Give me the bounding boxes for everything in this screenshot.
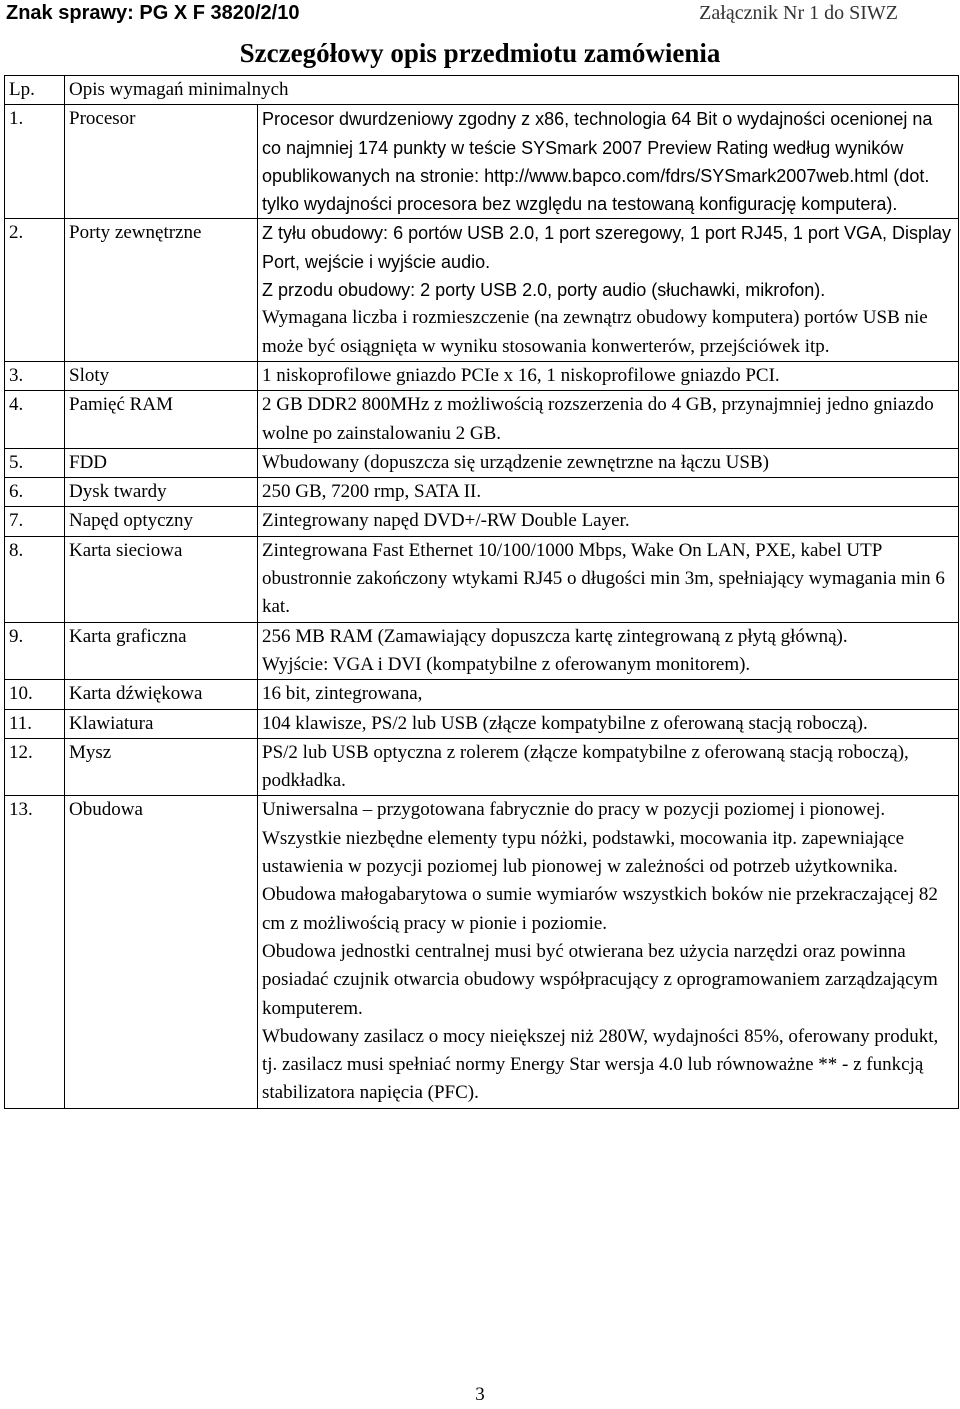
table-row: [5, 105, 959, 219]
row-number: 3.: [5, 361, 65, 390]
table-row: [5, 536, 959, 622]
row-number: 11.: [5, 709, 65, 738]
requirement-paragraph: Obudowa jednostki centralnej musi być otwierana bez użycia narzędzi oraz powinna posiadać czujnik otwarcia obudowy współpracujący z oprogramowaniem zarządzającym komputerem.: [262, 940, 938, 1019]
requirement-paragraph: Wszystkie niezbędne elementy typu nóżki, podstawki, mocowania itp. zapewniające ustawienia w pozycji poziomej lub pionowej w zależności od potrzeb użytkownika.: [262, 827, 905, 878]
requirement-description: [258, 507, 959, 536]
requirement-description: [258, 622, 959, 680]
requirement-paragraph: Zintegrowany napęd DVD+/-RW Double Layer.: [262, 510, 630, 532]
row-number: 5.: [5, 448, 65, 477]
component-name: Dysk twardy: [65, 478, 258, 507]
requirement-paragraph: PS/2 lub USB optyczna z rolerem (złącze kompatybilne z oferowaną stacją roboczą), podkładka.: [262, 741, 909, 792]
requirement-description: [258, 448, 959, 477]
row-number: 7.: [5, 507, 65, 536]
requirement-paragraph: 256 MB RAM (Zamawiający dopuszcza kartę zintegrowaną z płytą główną).: [262, 625, 848, 647]
requirement-description: [258, 361, 959, 390]
requirement-paragraph: Z tyłu obudowy: 6 portów USB 2.0, 1 port szeregowy, 1 port RJ45, 1 port VGA, Display Port, wejście i wyjście audio.: [262, 223, 951, 272]
requirement-description: [258, 796, 959, 1108]
component-name: Napęd optyczny: [65, 507, 258, 536]
specification-table: [4, 75, 959, 1109]
component-name: Mysz: [65, 738, 258, 796]
requirement-paragraph: Procesor dwurdzeniowy zgodny z x86, technologia 64 Bit o wydajności ocenionej na co najmniej 174 punkty w teście SYSmark 2007 Preview Rating według wyników opublikowanych na stronie: http://www.bapco.com/fdrs/SYSmark2007web.html (dot. tylko wydajności procesora bez względu na testowaną konfigurację komputera).: [262, 109, 933, 215]
table-row: [5, 680, 959, 709]
requirement-paragraph: 2 GB DDR2 800MHz z możliwością rozszerzenia do 4 GB, przynajmniej jedno gniazdo wolne po zainstalowaniu 2 GB.: [262, 394, 934, 444]
row-number: 6.: [5, 478, 65, 507]
row-number: 12.: [5, 738, 65, 796]
requirement-paragraph: 16 bit, zintegrowana,: [262, 683, 423, 705]
row-number: 10.: [5, 680, 65, 709]
component-name: Sloty: [65, 361, 258, 390]
component-name: Karta sieciowa: [65, 536, 258, 622]
attachment-label: Załącznik Nr 1 do SIWZ: [699, 2, 898, 24]
component-name: Porty zewnętrzne: [65, 219, 258, 361]
requirement-description: [258, 536, 959, 622]
table-row: [5, 391, 959, 449]
table-row: [5, 796, 959, 1108]
header-lp: Lp.: [5, 76, 65, 105]
table-row: [5, 219, 959, 361]
row-number: 2.: [5, 219, 65, 361]
requirement-paragraph: Z przodu obudowy: 2 porty USB 2.0, porty audio (słuchawki, mikrofon).: [262, 280, 826, 301]
table-row: [5, 478, 959, 507]
requirement-paragraph: Obudowa małogabarytowa o sumie wymiarów wszystkich boków nie przekraczającej 82 cm z możliwością pracy w pionie i poziomie.: [262, 884, 938, 934]
document-title: Szczegółowy opis przedmiotu zamówienia: [239, 38, 721, 68]
page-number: 3: [475, 1384, 485, 1405]
requirement-description: [258, 105, 959, 219]
row-number: 4.: [5, 391, 65, 449]
requirement-description: [258, 478, 959, 507]
component-name: Karta graficzna: [65, 622, 258, 680]
component-name: FDD: [65, 448, 258, 477]
table-header-row: [5, 76, 959, 105]
requirement-paragraph: Zintegrowana Fast Ethernet 10/100/1000 Mbps, Wake On LAN, PXE, kabel UTP obustronnie zakończony wtykami RJ45 o długości min 3m, spełniający wymagania min 6 kat.: [262, 539, 945, 618]
row-number: 8.: [5, 536, 65, 622]
case-reference: Znak sprawy: PG X F 3820/2/10: [6, 2, 300, 24]
component-name: Klawiatura: [65, 709, 258, 738]
table-row: [5, 622, 959, 680]
requirement-description: [258, 738, 959, 796]
row-number: 1.: [5, 105, 65, 219]
requirement-description: [258, 219, 959, 361]
table-row: [5, 738, 959, 796]
table-row: [5, 507, 959, 536]
row-number: 9.: [5, 622, 65, 680]
specification-table-wrapper: [4, 75, 958, 1109]
component-name: Procesor: [65, 105, 258, 219]
requirement-paragraph: Wymagana liczba i rozmieszczenie (na zewnątrz obudowy komputera) portów USB nie może być osiągnięta w wyniku stosowania konwerterów, przejściówek itp.: [262, 307, 928, 357]
requirement-paragraph: Wyjście: VGA i DVI (kompatybilne z oferowanym monitorem).: [262, 653, 751, 675]
component-name: Pamięć RAM: [65, 391, 258, 449]
page-header: [0, 0, 960, 30]
component-name: Karta dźwiękowa: [65, 680, 258, 709]
table-row: [5, 361, 959, 390]
table-body: [5, 105, 959, 1108]
requirement-paragraph: 104 klawisze, PS/2 lub USB (złącze kompatybilne z oferowaną stacją roboczą).: [262, 712, 868, 734]
header-description: Opis wymagań minimalnych: [65, 76, 959, 105]
requirement-paragraph: Wbudowany zasilacz o mocy nieiększej niż 280W, wydajności 85%, oferowany produkt, tj. zasilacz musi spełniać normy Energy Star wersja 4.0 lub równoważne ** - z funkcją stabilizatora napięcia (PFC).: [262, 1025, 939, 1104]
table-row: [5, 709, 959, 738]
requirement-description: [258, 680, 959, 709]
requirement-paragraph: 250 GB, 7200 rmp, SATA II.: [262, 481, 482, 503]
requirement-paragraph: 1 niskoprofilowe gniazdo PCIe x 16, 1 niskoprofilowe gniazdo PCI.: [262, 364, 780, 386]
row-number: 13.: [5, 796, 65, 1108]
table-row: [5, 448, 959, 477]
requirement-paragraph: Uniwersalna – przygotowana fabrycznie do pracy w pozycji poziomej i pionowej.: [262, 799, 886, 821]
component-name: Obudowa: [65, 796, 258, 1108]
requirement-description: [258, 391, 959, 449]
requirement-paragraph: Wbudowany (dopuszcza się urządzenie zewnętrzne na łączu USB): [262, 451, 769, 473]
requirement-description: [258, 709, 959, 738]
